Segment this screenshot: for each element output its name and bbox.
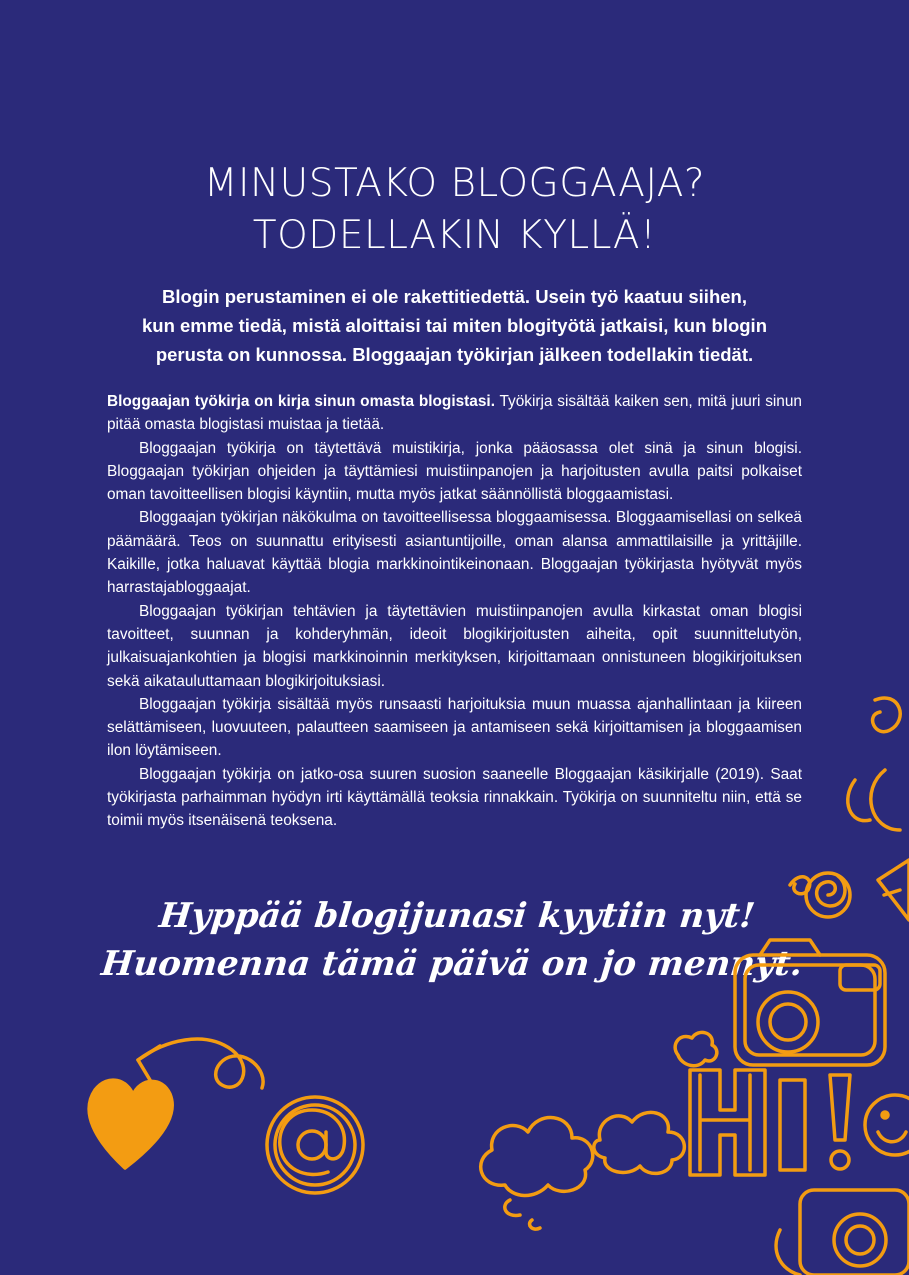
at-sign-icon	[267, 1097, 363, 1193]
puff-icon	[675, 1032, 717, 1065]
cloud-icon	[481, 1112, 685, 1229]
smiley-icon	[865, 1095, 909, 1155]
lead-line-1: Blogin perustaminen ei ole rakettitiedettä. Usein työ kaatuu siihen,	[162, 286, 747, 307]
slogan-line-1: Hyppää blogijunasi kyytiin nyt!	[157, 896, 757, 936]
body-paragraph-2: Bloggaajan työkirja on täytettävä muistikirja, jonka pääosassa olet sinä ja sinun blogisi. Bloggaajan työkirjan ohjeiden ja täyttämiesi muistiinpanojen ja harjoitusten avulla paitsi polkaiset oman tavoitteellisen blogisi käyntiin, mutta myös jatkat säännöllistä bloggaamistasi.	[107, 439, 802, 504]
title-line-1: MINUSTAKO BLOGGAAJA?	[203, 161, 706, 206]
curl-decoration	[848, 698, 900, 830]
body-paragraph-4: Bloggaajan työkirjan tehtävien ja täytettävien muistiinpanojen avulla kirkastat oman blogisi tavoitteet, suunnan ja kohderyhmän, ideoit blogikirjoitusten aiheita, opit suunnittelutyön, julkaisuajankohtien ja blogisi markkinoinnin merkityksen, kirjoittamaan onnistuneen blogikirjoituksen sekä aikatauluttamaan blogikirjoituksiasi.	[107, 602, 802, 690]
body-paragraph-6: Bloggaajan työkirja on jatko-osa suuren suosion saaneelle Bloggaajan käsikirjalle (2019). Saat työkirjasta parhaimman hyödyn irti käyttämällä teoksia rinnakkain. Työkirja on suunniteltu niin, että se toimii myös itsenäisenä teoksena.	[107, 765, 802, 830]
body-paragraph-3: Bloggaajan työkirjan näkökulma on tavoitteellisessa bloggaamisessa. Bloggaamisellasi on selkeä päämäärä. Teos on suunnattu erityisesti asiantuntijoille, oman alansa ammattilaisille ja yrittäjille. Kaikille, jotka haluavat käyttää blogia markkinointikeinonaan. Bloggaajan työkirjasta hyötyvät myös harrastajabloggaajat.	[107, 509, 802, 597]
camera-icon	[735, 940, 885, 1065]
lead-line-2: kun emme tiedä, mistä aloittaisi tai miten blogityötä jatkaisi, kun blogin	[141, 315, 768, 336]
slogan-line-2: Huomenna tämä päivä on jo mennyt.	[99, 944, 805, 984]
title-line-2: TODELLAKIN KYLLÄ!	[252, 213, 657, 258]
hi-letters	[690, 1070, 850, 1175]
lead-line-3: perusta on kunnossa. Bloggaajan työkirjan jälkeen todellakin tiedät.	[155, 344, 754, 365]
body-paragraph-1-bold: Bloggaajan työkirja on kirja sinun omasta blogistasi.	[107, 393, 495, 410]
flag-icon	[878, 860, 909, 920]
body-paragraph-5: Bloggaajan työkirja sisältää myös runsaasti harjoituksia muun muassa ajanhallintaan ja kiireen selättämiseen, luovuuteen, palautteen saamiseen ja antamiseen sekä kirjoittamisen ja bloggaamisen ilon löytämiseen.	[107, 695, 802, 760]
snail-icon	[790, 873, 850, 917]
body-paragraph-1-rest: Työkirja sisältää kaiken sen, mitä juuri sinun pitää omasta blogistasi muistaa ja tietää.	[107, 393, 802, 434]
heart-icon	[89, 1080, 172, 1168]
gadget-icon	[776, 1190, 909, 1275]
